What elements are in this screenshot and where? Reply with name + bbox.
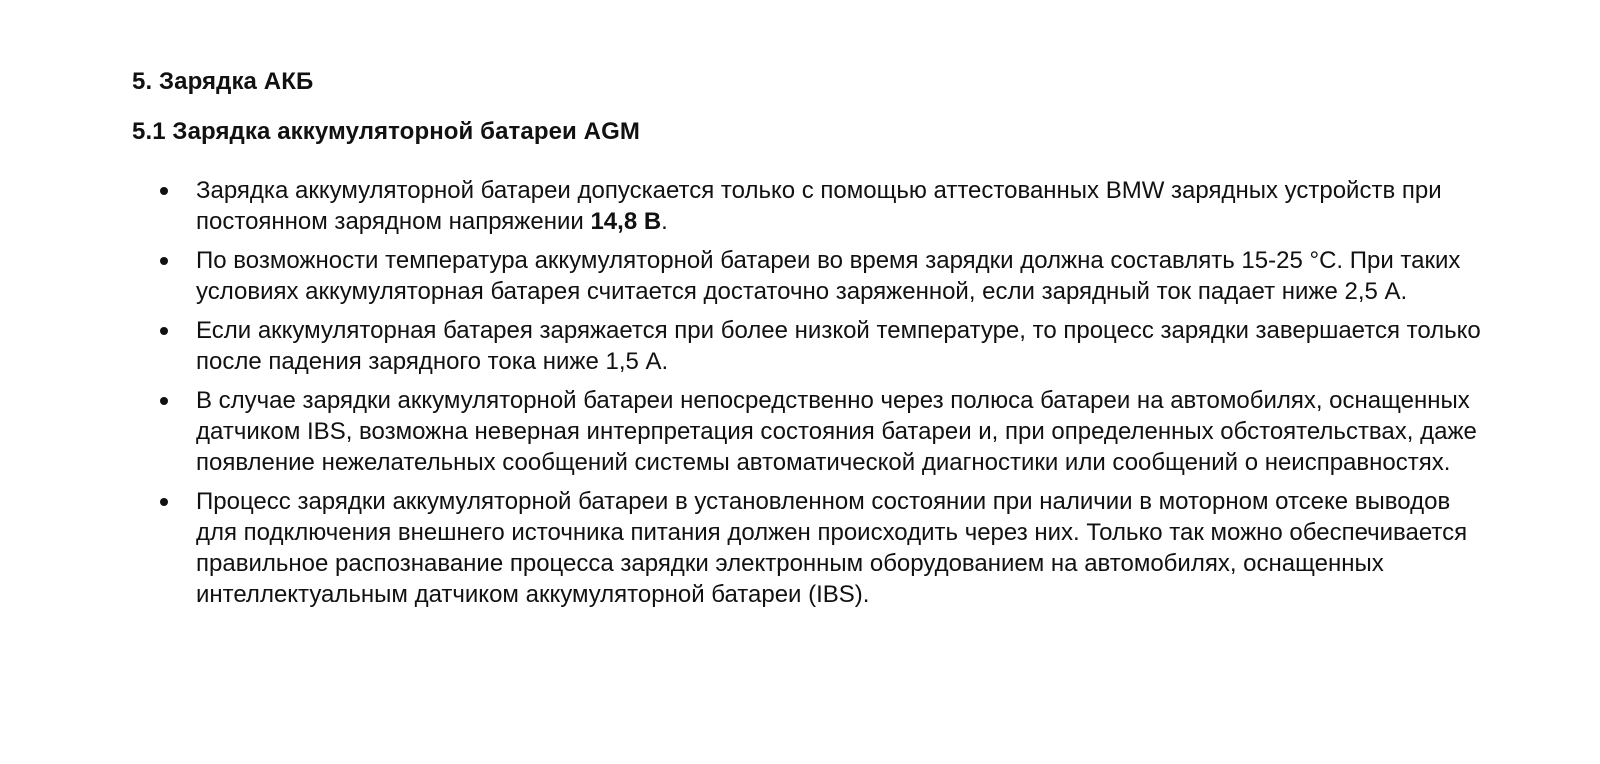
list-item <box>132 486 1572 610</box>
list-item <box>132 385 1572 478</box>
bullet-icon <box>160 257 168 265</box>
list-item <box>132 245 1572 307</box>
bullet-icon <box>160 498 168 506</box>
list-item-text: Если аккумуляторная батарея заряжается при более низкой температуре, то процесс зарядки завершается только после падения зарядного тока ниже 1,5 А. <box>196 317 1481 375</box>
list-item-text-part: Зарядка аккумуляторной батареи допускается только с помощью аттестованных BMW зарядных устройств при постоянном зарядном напряжении <box>196 177 1442 235</box>
bullet-icon <box>160 187 168 195</box>
section-heading: 5. Зарядка АКБ <box>132 68 314 95</box>
bullet-icon <box>160 397 168 405</box>
list-item-text: Процесс зарядки аккумуляторной батареи в установленном состоянии при наличии в моторном отсеке выводов для подключения внешнего источника питания должен происходить через них. Только так можно обеспечивается правильное распознавание процесса зарядки электронным оборудованием на автомобилях, оснащенных интеллектуальным датчиком аккумуляторной батареи (IBS). <box>196 488 1468 608</box>
list-item <box>132 315 1572 377</box>
list-item <box>132 175 1572 237</box>
list-item-text-part: . <box>661 208 668 235</box>
bullet-icon <box>160 327 168 335</box>
list-item-text: В случае зарядки аккумуляторной батареи непосредственно через полюса батареи на автомобилях, оснащенных датчиком IBS, возможна неверная интерпретация состояния батареи и, при определенных обстоятельствах, даже появление нежелательных сообщений системы автоматической диагностики или сообщений о неисправностях. <box>196 387 1477 476</box>
instruction-list <box>132 175 1572 618</box>
list-item-text: По возможности температура аккумуляторной батареи во время зарядки должна составлять 15-25 °С. При таких условиях аккумуляторная батарея считается достаточно заряженной, если зарядный ток падает ниже 2,5 А. <box>196 247 1461 305</box>
voltage-value: 14,8 В <box>590 208 662 235</box>
subsection-heading: 5.1 Зарядка аккумуляторной батареи AGM <box>132 118 640 145</box>
list-item-text <box>196 175 1486 237</box>
